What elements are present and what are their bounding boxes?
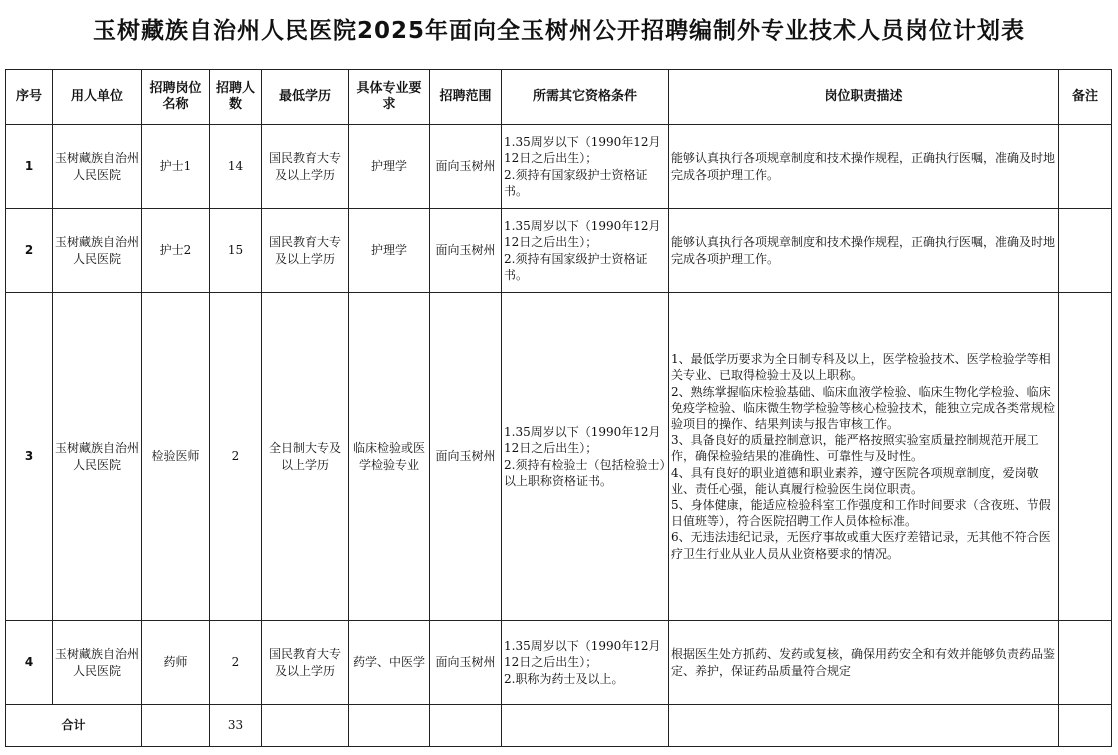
table-row <box>6 209 1112 293</box>
total-row <box>6 705 1112 747</box>
duty-line: 根据医生处方抓药、发药或复核，确保用药安全和有效并能够负责药品鉴定、养护，保证药品质量符合规定 <box>671 647 1056 678</box>
cell-duties <box>669 293 1059 621</box>
duty-line: 能够认真执行各项规章制度和技术操作规程，正确执行医嘱，准确及时地完成各项护理工作。 <box>671 151 1056 182</box>
cell-major: 护理学 <box>349 125 430 209</box>
header-remarks: 备注 <box>1059 70 1112 125</box>
requirement-line: 1.35周岁以下（1990年12月12日之后出生）； <box>504 219 661 250</box>
total-empty-cell <box>1059 705 1112 747</box>
header-education: 最低学历 <box>262 70 349 125</box>
requirement-line: 1.35周岁以下（1990年12月12日之后出生）； <box>504 639 661 670</box>
cell-seq: 3 <box>6 293 53 621</box>
duty-line: 6、无违法违纪记录，无医疗事故或重大医疗差错记录，无其他不符合医疗卫生行业从业人员从业资格要求的情况。 <box>671 530 1051 561</box>
duty-line: 能够认真执行各项规章制度和技术操作规程，正确执行医嘱，准确及时地完成各项护理工作。 <box>671 235 1056 266</box>
cell-scope: 面向玉树州 <box>430 125 502 209</box>
recruitment-plan-table <box>5 69 1112 747</box>
requirement-line: 1.35周岁以下（1990年12月12日之后出生）； <box>504 425 661 456</box>
cell-duties <box>669 621 1059 705</box>
table-row <box>6 125 1112 209</box>
cell-seq: 1 <box>6 125 53 209</box>
cell-remarks <box>1059 293 1112 621</box>
cell-remarks <box>1059 125 1112 209</box>
requirement-line: 2.须持有国家级护士资格证书。 <box>504 167 648 198</box>
cell-remarks <box>1059 621 1112 705</box>
cell-education: 国民教育大专及以上学历 <box>262 209 349 293</box>
requirement-line: 2.须持有国家级护士资格证书。 <box>504 251 648 282</box>
cell-count: 14 <box>210 125 262 209</box>
cell-requirements <box>502 125 669 209</box>
total-empty-cell <box>142 705 210 747</box>
cell-requirements <box>502 621 669 705</box>
duty-line: 1、最低学历要求为全日制专科及以上，医学检验技术、医学检验学等相关专业、已取得检验士及以上职称。 <box>671 352 1051 383</box>
cell-major: 临床检验或医学检验专业 <box>349 293 430 621</box>
duty-line: 5、身体健康，能适应检验科室工作强度和工作时间要求（含夜班、节假日值班等），符合医院招聘工作人员体检标准。 <box>671 497 1051 529</box>
duty-line: 4、具有良好的职业道德和职业素养，遵守医院各项规章制度，爱岗敬业、责任心强，能认真履行检验医生岗位职责。 <box>671 465 1039 496</box>
cell-count: 2 <box>210 621 262 705</box>
total-label: 合计 <box>6 705 142 747</box>
table-row <box>6 293 1112 621</box>
header-scope: 招聘范围 <box>430 70 502 125</box>
requirement-line: 1.35周岁以下（1990年12月12日之后出生）； <box>504 135 661 166</box>
header-major: 具体专业要求 <box>349 70 430 125</box>
cell-major: 护理学 <box>349 209 430 293</box>
cell-requirements <box>502 209 669 293</box>
cell-remarks <box>1059 209 1112 293</box>
total-empty-cell <box>669 705 1059 747</box>
cell-seq: 4 <box>6 621 53 705</box>
total-count: 33 <box>210 705 262 747</box>
total-empty-cell <box>430 705 502 747</box>
cell-unit: 玉树藏族自治州人民医院 <box>53 125 142 209</box>
cell-duties <box>669 209 1059 293</box>
cell-scope: 面向玉树州 <box>430 621 502 705</box>
cell-unit: 玉树藏族自治州人民医院 <box>53 209 142 293</box>
header-position: 招聘岗位名称 <box>142 70 210 125</box>
cell-duties <box>669 125 1059 209</box>
cell-requirements <box>502 293 669 621</box>
cell-unit: 玉树藏族自治州人民医院 <box>53 293 142 621</box>
header-row <box>6 70 1112 125</box>
requirement-line: 2.职称为药士及以上。 <box>504 671 624 686</box>
cell-count: 2 <box>210 293 262 621</box>
header-unit: 用人单位 <box>53 70 142 125</box>
cell-scope: 面向玉树州 <box>430 209 502 293</box>
total-empty-cell <box>262 705 349 747</box>
cell-position: 护士1 <box>142 125 210 209</box>
header-seq: 序号 <box>6 70 53 125</box>
table-row <box>6 621 1112 705</box>
header-count: 招聘人数 <box>210 70 262 125</box>
cell-position: 药师 <box>142 621 210 705</box>
cell-unit: 玉树藏族自治州人民医院 <box>53 621 142 705</box>
cell-scope: 面向玉树州 <box>430 293 502 621</box>
requirement-line: 2.须持有检验士（包括检验士）以上职称资格证书。 <box>504 457 666 488</box>
duty-line: 3、具备良好的质量控制意识，能严格按照实验室质量控制规范开展工作，确保检验结果的准确性、可靠性与及时性。 <box>671 433 1039 464</box>
header-duties: 岗位职责描述 <box>669 70 1059 125</box>
cell-position: 检验医师 <box>142 293 210 621</box>
cell-count: 15 <box>210 209 262 293</box>
duty-line: 2、熟练掌握临床检验基础、临床血液学检验、临床生物化学检验、临床免疫学检验、临床微生物学检验等核心检验技术，能独立完成各类常规检验项目的操作、结果判读与报告审核工作。 <box>671 384 1056 432</box>
total-empty-cell <box>502 705 669 747</box>
total-empty-cell <box>349 705 430 747</box>
cell-major: 药学、中医学 <box>349 621 430 705</box>
page-title: 玉树藏族自治州人民医院2025年面向全玉树州公开招聘编制外专业技术人员岗位计划表 <box>92 18 1025 44</box>
cell-education: 国民教育大专及以上学历 <box>262 125 349 209</box>
cell-seq: 2 <box>6 209 53 293</box>
header-requirements: 所需其它资格条件 <box>502 70 669 125</box>
cell-education: 国民教育大专及以上学历 <box>262 621 349 705</box>
cell-position: 护士2 <box>142 209 210 293</box>
cell-education: 全日制大专及以上学历 <box>262 293 349 621</box>
